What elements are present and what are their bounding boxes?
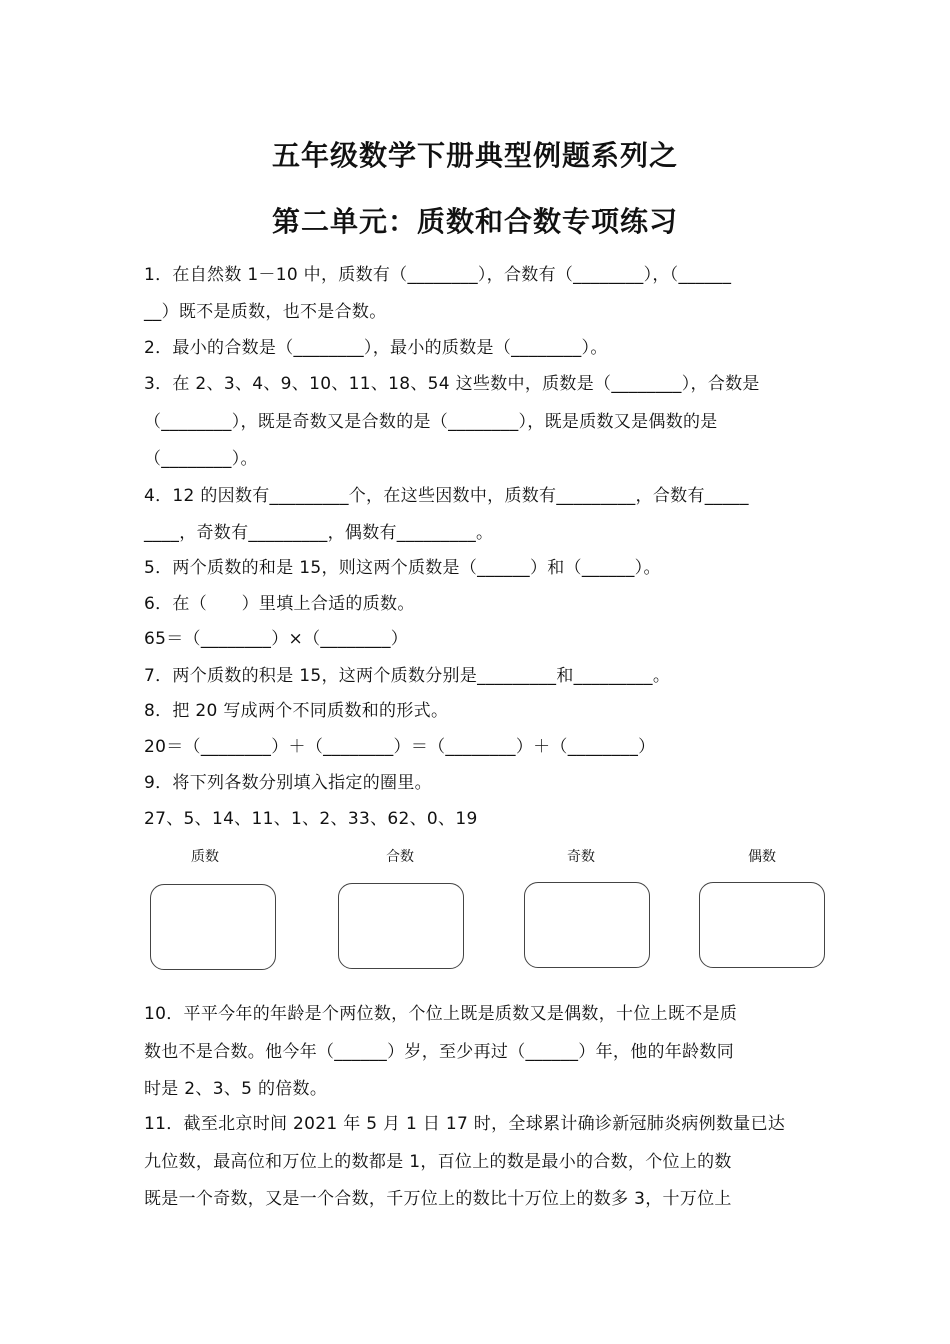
question-9: 9．将下列各数分别填入指定的圈里。 (144, 773, 432, 793)
even-answer-box[interactable] (699, 882, 825, 968)
question-8: 8．把 20 写成两个不同质数和的形式。 (144, 701, 449, 721)
question-1-line-2: __）既不是质数，也不是合数。 (144, 302, 387, 322)
question-4-line-2: ____，奇数有_________，偶数有_________。 (144, 523, 494, 543)
circle-label-composite: 合数 (386, 849, 414, 865)
question-10-line-1: 10．平平今年的年龄是个两位数，个位上既是质数又是偶数，十位上既不是质 (144, 1004, 738, 1024)
odd-answer-box[interactable] (524, 882, 650, 968)
circle-label-prime: 质数 (191, 849, 219, 865)
question-4-line-1: 4．12 的因数有_________个，在这些因数中，质数有_________，合数有_____ (144, 486, 749, 506)
question-10-line-3: 时是 2、3、5 的倍数。 (144, 1079, 328, 1099)
question-1-line-1: 1．在自然数 1－10 中，质数有（________），合数有（________），（______ (144, 265, 732, 285)
question-5: 5．两个质数的和是 15，则这两个质数是（______）和（______）。 (144, 558, 661, 578)
question-3-line-3: （________）。 (144, 449, 258, 469)
question-3-line-1: 3．在 2、3、4、9、10、11、18、54 这些数中，质数是（________），合数是 (144, 374, 760, 394)
worksheet-subtitle: 第二单元：质数和合数专项练习 (271, 205, 678, 238)
circle-label-even: 偶数 (748, 849, 776, 865)
question-9-numbers: 27、5、14、11、1、2、33、62、0、19 (144, 809, 478, 829)
worksheet-title: 五年级数学下册典型例题系列之 (271, 139, 678, 172)
question-10-line-2: 数也不是合数。他今年（______）岁，至少再过（______）年，他的年龄数同 (144, 1042, 734, 1062)
question-11-line-3: 既是一个奇数，又是一个合数，千万位上的数比十万位上的数多 3，十万位上 (144, 1189, 732, 1209)
circle-label-odd: 奇数 (567, 849, 595, 865)
question-11-line-2: 九位数，最高位和万位上的数都是 1，百位上的数是最小的合数，个位上的数 (144, 1152, 732, 1172)
question-2: 2．最小的合数是（________），最小的质数是（________）。 (144, 338, 608, 358)
question-6-equation: 65＝（________）×（________） (144, 629, 409, 649)
question-7: 7．两个质数的积是 15，这两个质数分别是_________和_________。 (144, 666, 671, 686)
prime-answer-box[interactable] (150, 884, 276, 970)
question-11-line-1: 11．截至北京时间 2021 年 5 月 1 日 17 时，全球累计确诊新冠肺炎病例数量已达 (144, 1114, 786, 1134)
question-3-line-2: （________），既是奇数又是合数的是（________），既是质数又是偶数的是 (144, 412, 718, 432)
composite-answer-box[interactable] (338, 883, 464, 969)
question-8-equation: 20＝（________）＋（________）＝（________）＋（________） (144, 737, 656, 757)
question-6: 6．在（ ）里填上合适的质数。 (144, 594, 415, 614)
